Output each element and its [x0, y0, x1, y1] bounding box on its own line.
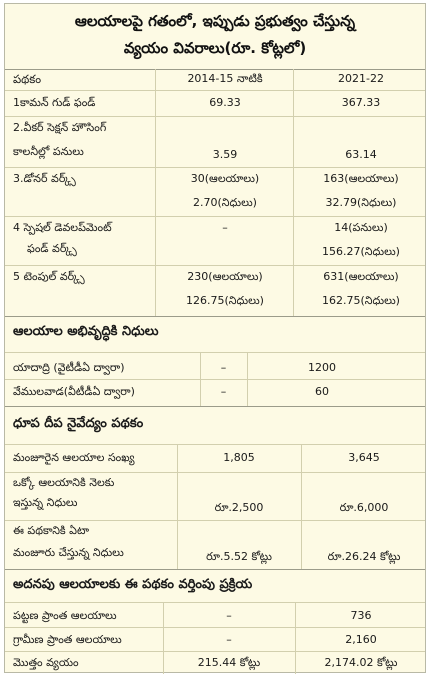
scheme-3-2014-b: 2.70(నిధులు)	[193, 196, 257, 209]
scheme-5-2014-a: 230(ఆలయాలు)	[187, 270, 263, 283]
scheme-3-2021-b: 32.79(నిధులు)	[325, 196, 397, 209]
extra-row-1-2021: 736	[350, 609, 372, 622]
dhoopa-row-2-label-1: ఒక్కో ఆలయానికి నెలకు	[13, 476, 115, 489]
header-scheme: పథకం	[13, 72, 42, 86]
title-line-1: ఆలయాలపై గతంలో, ఇప్పుడు ప్రభుత్వం చేస్తున్న	[74, 12, 356, 30]
row-rule	[5, 352, 425, 353]
row-rule	[5, 651, 425, 652]
column-rule-2	[293, 69, 294, 317]
scheme-4-2021-b: 156.27(నిధులు)	[322, 245, 400, 258]
section-extra-heading: అదనపు ఆలయాలకు ఈ పథకం వర్తింపు ప్రక్రియ	[13, 577, 253, 592]
scheme-4-label-1: 4 స్పెషల్ డెవలప్‌మెంట్	[13, 221, 112, 234]
scheme-3-label: 3.డోనర్ వర్క్స్	[13, 172, 76, 185]
extra-row-1-label: పట్టణ ప్రాంత ఆలయాలు	[13, 609, 117, 622]
section-rule	[5, 569, 425, 570]
dev-row-1-2021: 1200	[308, 361, 336, 374]
scheme-2-2014: 3.59	[212, 148, 238, 161]
extra-row-2-2014: –	[226, 633, 232, 646]
row-rule	[5, 444, 425, 445]
dhoopa-row-2-2021: రూ.6,000	[339, 501, 389, 514]
scheme-4-2014: –	[222, 221, 228, 234]
header-2014: 2014-15 నాటికి	[187, 72, 263, 85]
scheme-4-label-2: ఫండ్ వర్క్స్	[27, 242, 77, 255]
dhoopa-row-2-2014: రూ.2,500	[214, 501, 264, 514]
extra-row-2-2021: 2,160	[345, 633, 377, 646]
scheme-5-2021-a: 631(ఆలయాలు)	[323, 270, 399, 283]
section-rule	[5, 316, 425, 317]
row-rule	[5, 627, 425, 628]
header-top-rule	[5, 69, 425, 70]
row-rule	[5, 216, 425, 217]
dhoopa-row-1-2021: 3,645	[348, 451, 380, 464]
extra-row-2-label: గ్రామీణ ప్రాంత ఆలయాలు	[13, 633, 122, 646]
dhoopa-row-2-label-2: ఇస్తున్న నిధులు	[13, 496, 78, 509]
expenditure-table-card	[4, 3, 426, 673]
dev-row-2-label: వేములవాడ(వీటీడీఏ ద్వారా)	[13, 385, 135, 398]
dhoopa-row-3-2021: రూ.26.24 కోట్లు	[327, 550, 401, 563]
row-rule	[5, 265, 425, 266]
dev-row-1-2014: –	[220, 361, 227, 374]
row-rule	[5, 379, 425, 380]
dev-row-1-label: యాదాద్రి (వైటీడీఏ ద్వారా)	[13, 361, 125, 374]
scheme-1-2014: 69.33	[209, 96, 241, 109]
dev-row-2-2021: 60	[315, 385, 329, 398]
scheme-1-2021: 367.33	[341, 96, 381, 109]
table-title	[5, 8, 425, 62]
extra-row-3-label: మొత్తం వ్యయం	[13, 656, 79, 669]
scheme-3-2021-a: 163(ఆలయాలు)	[323, 172, 399, 185]
row-rule	[5, 602, 425, 603]
scheme-5-2021-b: 162.75(నిధులు)	[322, 294, 400, 307]
row-rule	[5, 472, 425, 473]
scheme-1-label: 1కామన్ గుడ్ ఫండ్	[13, 96, 96, 109]
extra-row-1-2014: –	[226, 609, 232, 622]
header-bottom-rule	[5, 90, 425, 91]
column-rule-1	[155, 69, 156, 317]
extra-row-3-2021: 2,174.02 కోట్లు	[324, 656, 398, 669]
dhoopa-row-1-label: మంజూరైన ఆలయాల సంఖ్య	[13, 451, 135, 464]
row-rule	[5, 167, 425, 168]
section-dhoopa-heading: ధూప దీప నైవేద్యం పథకం	[13, 416, 144, 431]
scheme-3-2014-a: 30(ఆలయాలు)	[190, 172, 260, 185]
scheme-2-2021: 63.14	[345, 148, 377, 161]
scheme-4-2021-a: 14(పనులు)	[334, 221, 388, 234]
scheme-2-label-2: కాలనీల్లో పనులు	[13, 145, 84, 158]
title-line-2: వ్యయం వివరాలు(రూ. కోట్లలో)	[123, 39, 307, 57]
row-rule	[5, 520, 425, 521]
scheme-5-label: 5 టెంపుల్ వర్క్స్	[13, 270, 85, 283]
extra-row-3-2014: 215.44 కోట్లు	[197, 656, 261, 669]
section-rule	[5, 406, 425, 407]
dhoopa-row-3-label-2: మంజూరు చేస్తున్న నిధులు	[13, 546, 124, 559]
section-dev-heading: ఆలయాల అభివృద్ధికి నిధులు	[13, 324, 159, 339]
dhoopa-row-3-2014: రూ.5.52 కోట్లు	[206, 550, 272, 563]
scheme-2-label-1: 2.వీకర్ సెక్షన్ హౌసింగ్	[13, 121, 107, 134]
dhoopa-row-1-2014: 1,805	[223, 451, 255, 464]
row-rule	[5, 116, 425, 117]
dev-row-2-2014: –	[220, 385, 227, 398]
scheme-5-2014-b: 126.75(నిధులు)	[186, 294, 264, 307]
header-2021: 2021-22	[338, 72, 384, 85]
dhoopa-row-3-label-1: ఈ పథకానికి ఏటా	[13, 524, 90, 537]
